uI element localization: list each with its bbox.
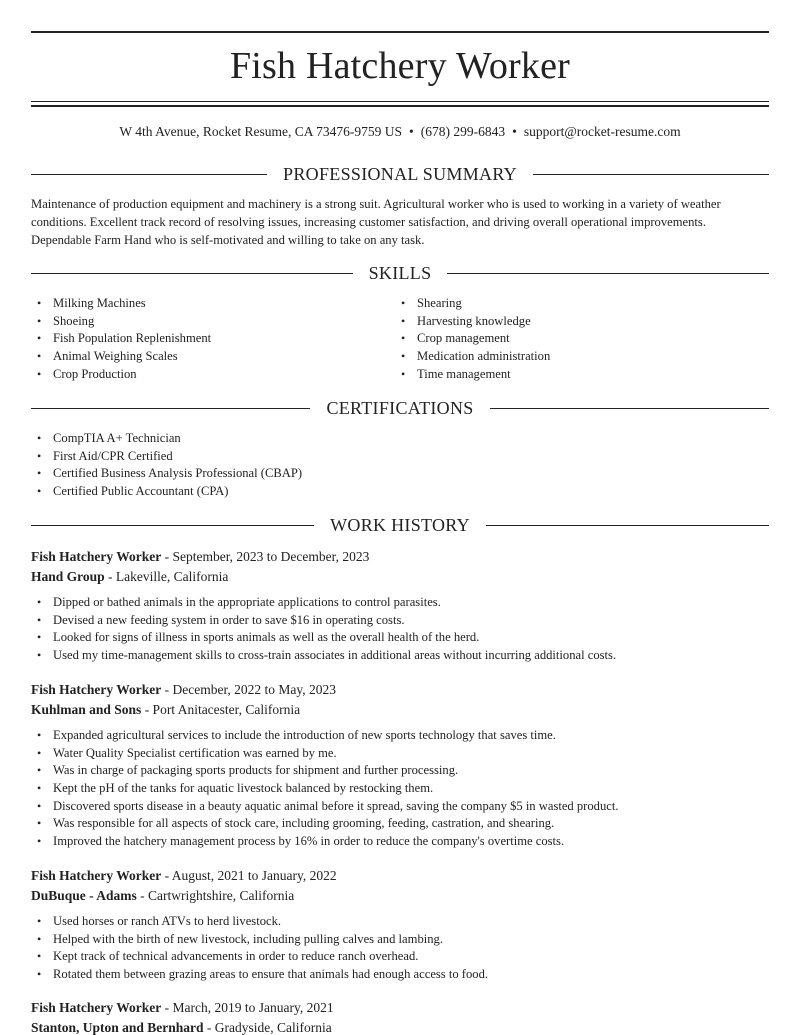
job-company: Kuhlman and Sons bbox=[31, 702, 142, 717]
list-item: • Shearing bbox=[395, 295, 550, 313]
skills-list-left bbox=[31, 295, 211, 383]
job-title: Fish Hatchery Worker bbox=[31, 1000, 162, 1015]
job-entry bbox=[31, 547, 769, 665]
list-item: • CompTIA A+ Technician bbox=[31, 430, 302, 448]
job-company-line bbox=[31, 1018, 769, 1035]
heading-rule-right bbox=[486, 525, 769, 526]
list-item: • Was responsible for all aspects of stock care, including grooming, feeding, castration, and shearing. bbox=[31, 815, 769, 833]
heading-rule-right bbox=[533, 174, 769, 175]
top-divider bbox=[31, 31, 769, 33]
list-item: • Animal Weighing Scales bbox=[31, 348, 211, 366]
list-item: • Discovered sports disease in a beauty aquatic animal before it spread, saving the company $5 in wasted product. bbox=[31, 798, 769, 816]
list-item: • Devised a new feeding system in order to save $16 in operating costs. bbox=[31, 612, 769, 630]
job-title-line bbox=[31, 998, 769, 1017]
list-item: • Kept track of technical advancements in order to reduce ranch overhead. bbox=[31, 948, 769, 966]
job-company-line bbox=[31, 567, 769, 586]
certifications-title: CERTIFICATIONS bbox=[326, 397, 474, 418]
list-item: • Crop management bbox=[395, 330, 550, 348]
list-item: • Expanded agricultural services to include the introduction of new sports technology that saves time. bbox=[31, 727, 769, 745]
job-company-line bbox=[31, 886, 769, 905]
heading-rule-left bbox=[31, 408, 310, 409]
contact-separator: • bbox=[512, 124, 517, 139]
list-item: • Medication administration bbox=[395, 348, 550, 366]
resume-name: Fish Hatchery Worker bbox=[229, 45, 571, 87]
work-history-title: WORK HISTORY bbox=[330, 514, 470, 535]
job-location: - Lakeville, California bbox=[104, 569, 229, 584]
certifications-heading bbox=[31, 398, 769, 418]
heading-rule-right bbox=[447, 273, 769, 274]
job-title: Fish Hatchery Worker bbox=[31, 868, 162, 883]
list-item: • Fish Population Replenishment bbox=[31, 330, 211, 348]
list-item: • Looked for signs of illness in sports animals as well as the overall health of the herd. bbox=[31, 629, 769, 647]
list-item: • Harvesting knowledge bbox=[395, 313, 550, 331]
list-item: • Water Quality Specialist certification was earned by me. bbox=[31, 745, 769, 763]
contact-separator: • bbox=[409, 124, 414, 139]
list-item: • Certified Public Accountant (CPA) bbox=[31, 483, 302, 501]
skills-list-right bbox=[395, 295, 550, 383]
job-title-line bbox=[31, 547, 769, 566]
summary-text: Maintenance of production equipment and machinery is a strong suit. Agricultural worker who is used to working in a variety of weather conditions. Excellent track record of resolving issues, increasing customer satisfaction, and driving overall operational improvements. Dependable Farm Hand who is self-motivated and willing to take on any task. bbox=[31, 197, 721, 247]
heading-rule-left bbox=[31, 174, 267, 175]
job-entry bbox=[31, 680, 769, 851]
job-title: Fish Hatchery Worker bbox=[31, 682, 162, 697]
job-bullets bbox=[31, 727, 769, 851]
list-item: • Rotated them between grazing areas to ensure that animals had enough access to food. bbox=[31, 966, 769, 984]
list-item: • Crop Production bbox=[31, 366, 211, 384]
list-item: • Time management bbox=[395, 366, 550, 384]
job-title-line bbox=[31, 866, 769, 885]
summary-heading bbox=[31, 164, 769, 184]
list-item: • Helped with the birth of new livestock, including pulling calves and lambing. bbox=[31, 931, 769, 949]
job-company-line bbox=[31, 700, 769, 719]
job-dates: - December, 2022 to May, 2023 bbox=[161, 682, 337, 697]
job-company: DuBuque - Adams bbox=[31, 888, 137, 903]
list-item: • Certified Business Analysis Professional (CBAP) bbox=[31, 465, 302, 483]
list-item: • Kept the pH of the tanks for aquatic livestock balanced by restocking them. bbox=[31, 780, 769, 798]
job-dates: - September, 2023 to December, 2023 bbox=[161, 549, 370, 564]
list-item: • Shoeing bbox=[31, 313, 211, 331]
heading-rule-right bbox=[490, 408, 769, 409]
skills-heading bbox=[31, 263, 769, 283]
job-title-line bbox=[31, 680, 769, 699]
work-history-heading bbox=[31, 515, 769, 535]
job-bullets bbox=[31, 913, 769, 984]
summary-title: PROFESSIONAL SUMMARY bbox=[283, 163, 517, 184]
skills-title: SKILLS bbox=[368, 262, 432, 283]
list-item: • First Aid/CPR Certified bbox=[31, 448, 302, 466]
job-dates: - March, 2019 to January, 2021 bbox=[161, 1000, 334, 1015]
job-entry bbox=[31, 866, 769, 984]
list-item: • Used horses or ranch ATVs to herd livestock. bbox=[31, 913, 769, 931]
job-company: Hand Group bbox=[31, 569, 105, 584]
heading-rule-left bbox=[31, 273, 353, 274]
list-item: • Improved the hatchery management process by 16% in order to reduce the company's overtime costs. bbox=[31, 833, 769, 851]
contact-email: support@rocket-resume.com bbox=[523, 124, 681, 139]
job-location: - Port Anitacester, California bbox=[141, 702, 301, 717]
certifications-list bbox=[31, 430, 302, 501]
contact-address: W 4th Avenue, Rocket Resume, CA 73476-9759 US bbox=[119, 124, 402, 139]
contact-phone: (678) 299-6843 bbox=[420, 124, 506, 139]
list-item: • Was in charge of packaging sports products for shipment and further processing. bbox=[31, 762, 769, 780]
job-entry bbox=[31, 998, 769, 1035]
header-double-divider bbox=[31, 101, 769, 107]
list-item: • Milking Machines bbox=[31, 295, 211, 313]
job-location: - Cartwrightshire, California bbox=[136, 888, 295, 903]
job-company: Stanton, Upton and Bernhard bbox=[31, 1020, 204, 1035]
list-item: • Dipped or bathed animals in the appropriate applications to control parasites. bbox=[31, 594, 769, 612]
job-location: - Gradyside, California bbox=[203, 1020, 332, 1035]
job-dates: - August, 2021 to January, 2022 bbox=[161, 868, 337, 883]
job-bullets bbox=[31, 594, 769, 665]
job-title: Fish Hatchery Worker bbox=[31, 549, 162, 564]
heading-rule-left bbox=[31, 525, 314, 526]
list-item: • Used my time-management skills to cross-train associates in additional areas without incurring additional costs. bbox=[31, 647, 769, 665]
contact-line bbox=[31, 124, 769, 140]
